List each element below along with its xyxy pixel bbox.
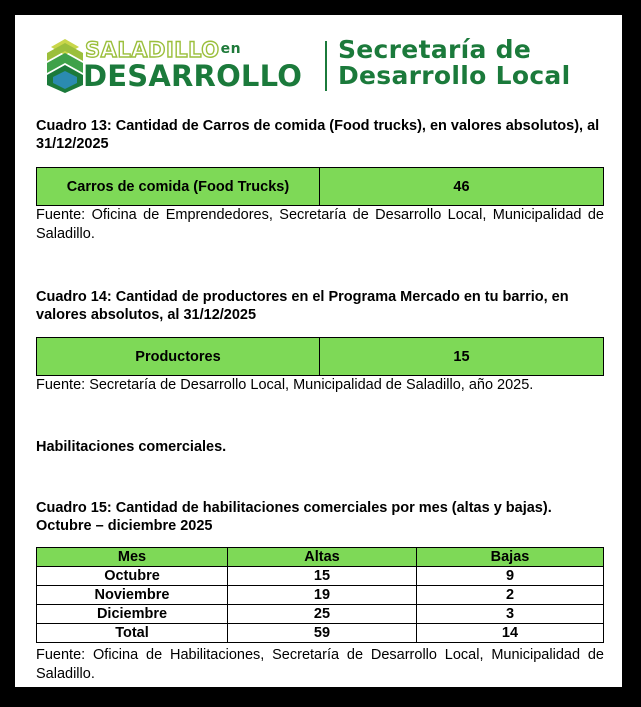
cuadro14-label: Productores: [37, 338, 320, 375]
header-divider: [325, 41, 327, 91]
cuadro14-title: Cuadro 14: Cantidad de productores en el Programa Mercado en tu barrio, en valores absolutos, al 31/12/2025: [36, 289, 569, 323]
table-cell: Diciembre: [37, 605, 228, 624]
cuadro14-value: 15: [453, 348, 470, 365]
table-cell: Total: [37, 624, 228, 643]
table-cell: 19: [228, 586, 417, 605]
cuadro15-table: [36, 547, 604, 643]
table-row: [37, 586, 604, 605]
cuadro15-source: Fuente: Oficina de Habilitaciones, Secretaría de Desarrollo Local, Municipalidad de Saladillo.: [36, 647, 604, 682]
table-cell: 25: [228, 605, 417, 624]
page-header: [45, 37, 605, 107]
table-cell: 3: [417, 605, 604, 624]
logo-text-saladillo: SALADILLOen: [85, 38, 242, 62]
table-row-total: [37, 624, 604, 643]
table-row: [37, 567, 604, 586]
table-cell: Octubre: [37, 567, 228, 586]
column-header: Bajas: [417, 548, 604, 567]
table-cell: 9: [417, 567, 604, 586]
cuadro13-source: Fuente: Oficina de Emprendedores, Secretaría de Desarrollo Local, Municipalidad de Saladillo.: [36, 207, 604, 242]
table-cell: Noviembre: [37, 586, 228, 605]
cuadro14-table: [36, 337, 604, 376]
table-cell: 2: [417, 586, 604, 605]
document-page: [15, 15, 622, 687]
cuadro14-source: Fuente: Secretaría de Desarrollo Local, Municipalidad de Saladillo, año 2025.: [36, 377, 534, 393]
table-row: [37, 605, 604, 624]
table-cell: 14: [417, 624, 604, 643]
column-header: Altas: [228, 548, 417, 567]
cuadro13-label: Carros de comida (Food Trucks): [37, 168, 320, 205]
column-header: Mes: [37, 548, 228, 567]
cuadro15-title: Cuadro 15: Cantidad de habilitaciones comerciales por mes (altas y bajas). Octubre – diciembre 2025: [36, 500, 552, 534]
cuadro13-value: 46: [453, 178, 470, 195]
table-cell: 15: [228, 567, 417, 586]
secretaria-title: Secretaría de Desarrollo Local: [338, 35, 571, 90]
cuadro13-title: Cuadro 13: Cantidad de Carros de comida (Food trucks), en valores absolutos), al 31/12/2025: [36, 118, 600, 152]
section-heading: Habilitaciones comerciales.: [36, 439, 227, 455]
table-cell: 59: [228, 624, 417, 643]
table-header-row: [37, 548, 604, 567]
saladillo-logo-icon: [45, 37, 87, 93]
cuadro13-table: [36, 167, 604, 206]
logo-text-desarrollo: DESARROLLO: [83, 59, 303, 93]
